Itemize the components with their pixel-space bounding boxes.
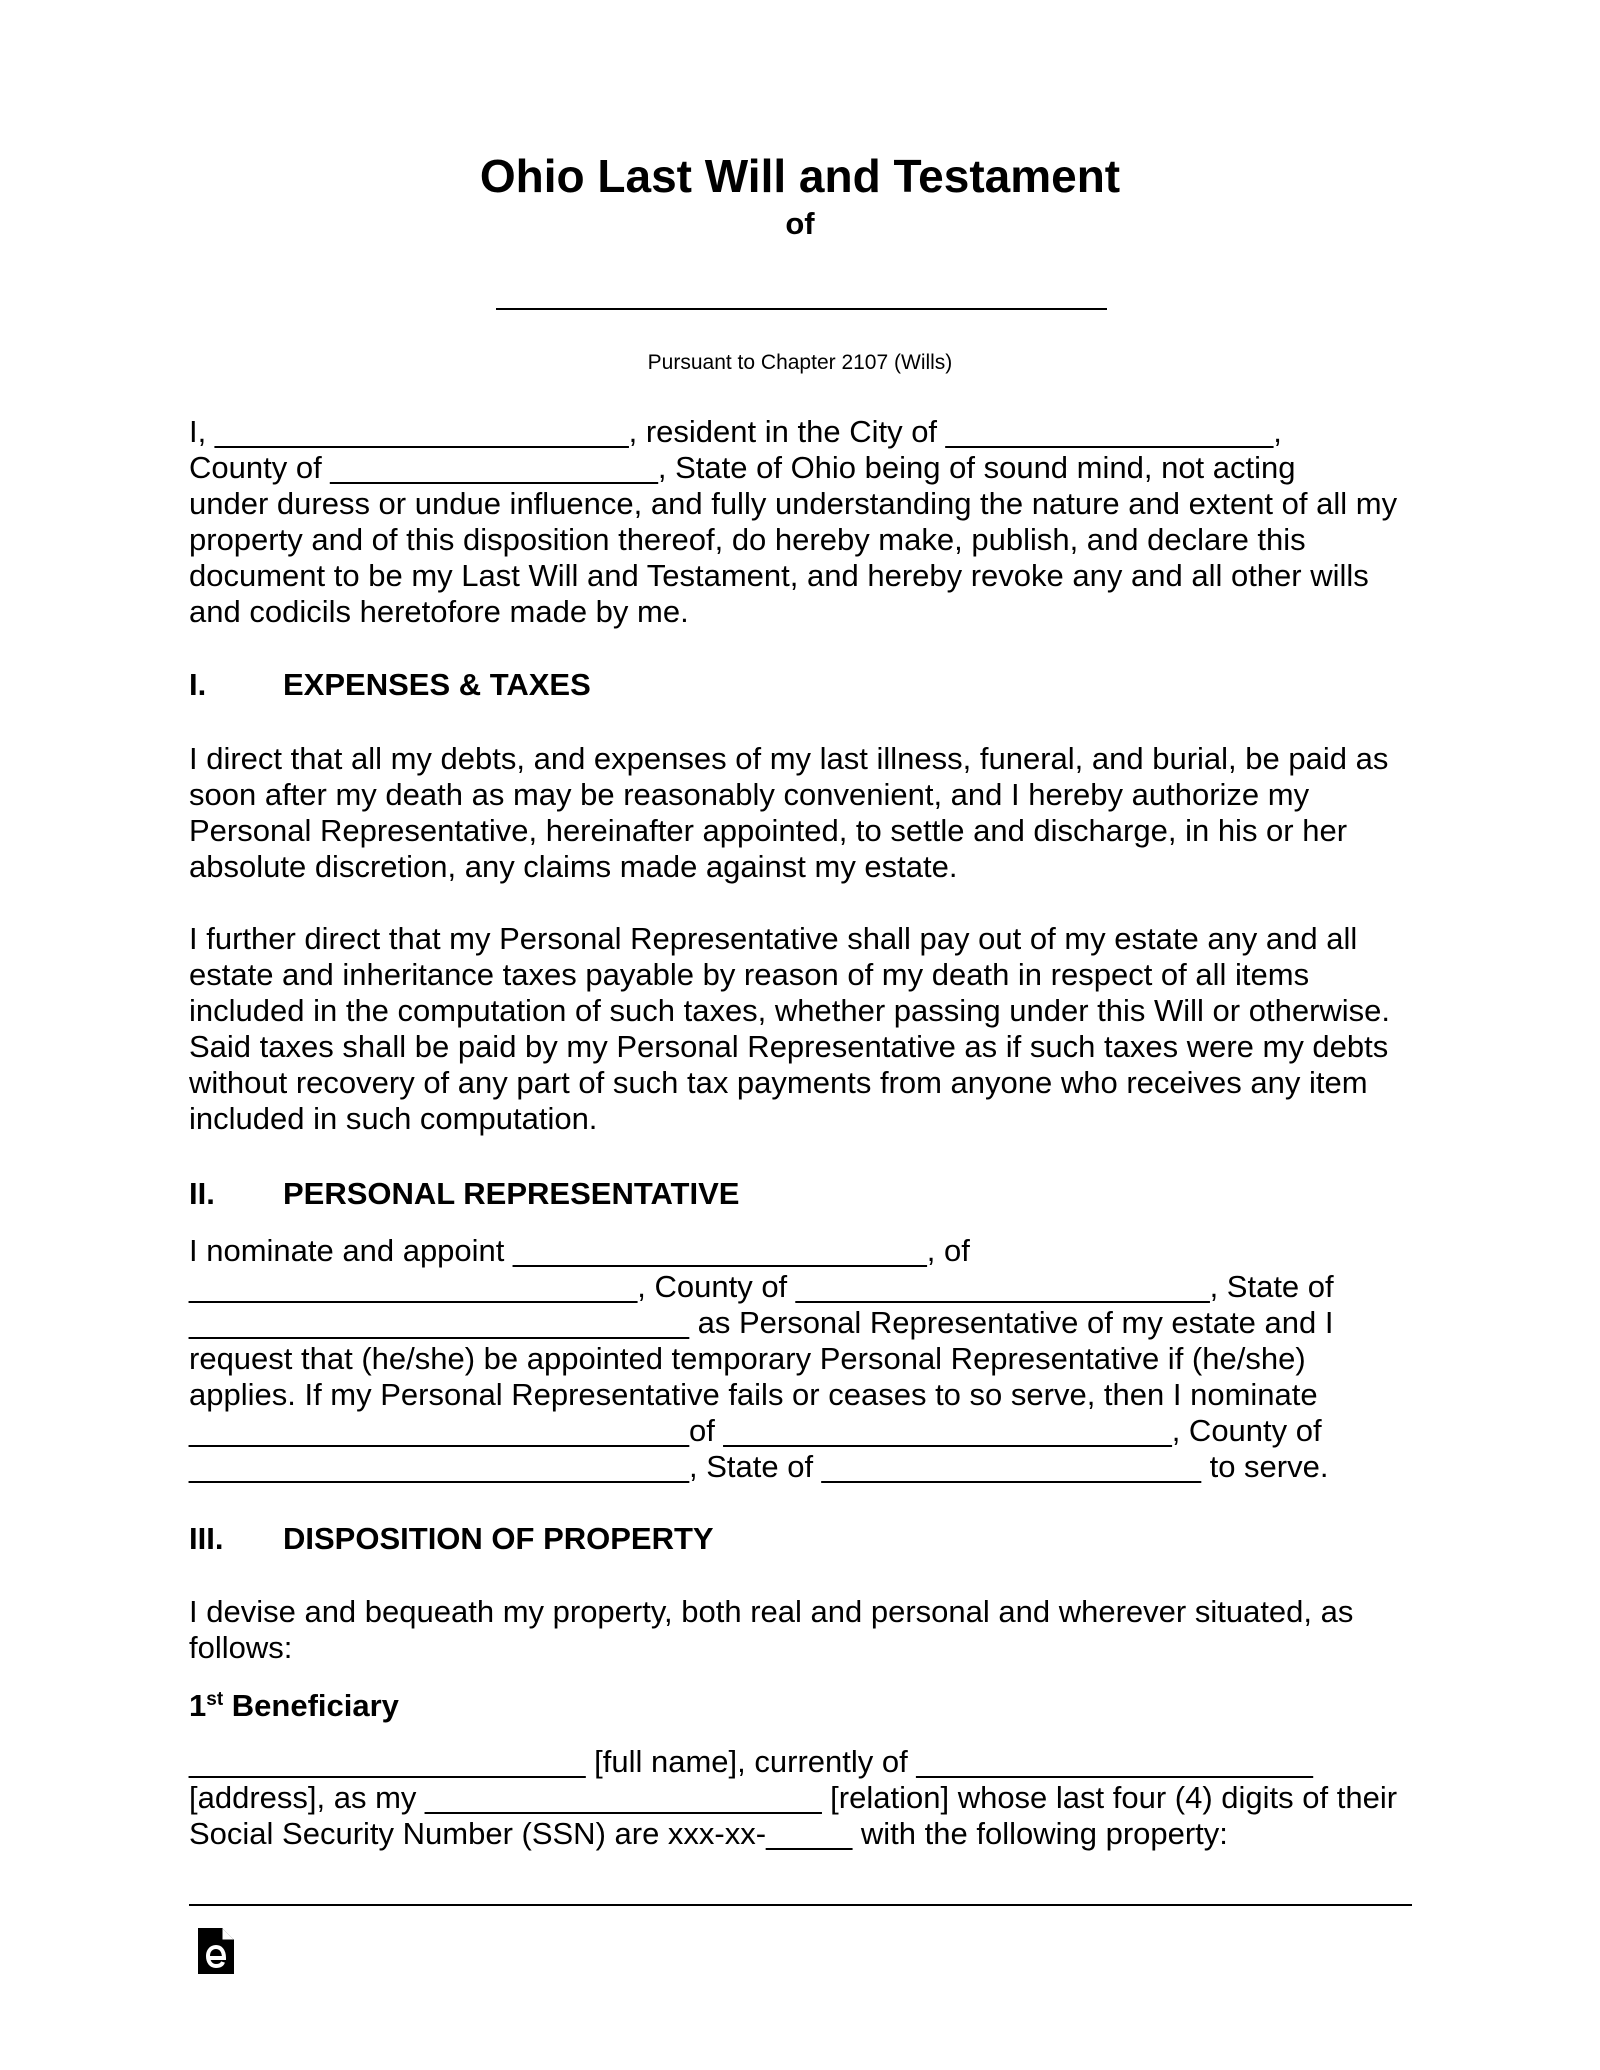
text-line: applies. If my Personal Representative fails or ceases to so serve, then I nominate — [189, 1377, 1318, 1412]
text-line: I, ________________________, resident in the City of ___________________, — [189, 414, 1282, 449]
section-title: PERSONAL REPRESENTATIVE — [283, 1176, 740, 1211]
beneficiary-ordinal-suffix: st — [206, 1689, 224, 1710]
section-heading-expenses — [189, 667, 591, 703]
document-subtitle-of: of — [785, 206, 815, 241]
section-number: II. — [189, 1176, 215, 1211]
section-heading-disposition — [189, 1521, 714, 1557]
text-line: County of ___________________, State of Ohio being of sound mind, not acting — [189, 450, 1296, 485]
beneficiary-paragraph — [189, 1744, 1489, 1852]
expenses-paragraph — [189, 741, 1489, 885]
text-line: soon after my death as may be reasonably convenient, and I hereby authorize my — [189, 777, 1310, 812]
beneficiary-label: Beneficiary — [231, 1688, 399, 1723]
text-line: I direct that all my debts, and expenses of my last illness, funeral, and burial, be paid as — [189, 741, 1389, 776]
section-title: DISPOSITION OF PROPERTY — [283, 1521, 714, 1556]
text-line: _____________________________of __________________________, County of — [189, 1413, 1322, 1448]
text-line: Social Security Number (SSN) are xxx-xx-_____ with the following property: — [189, 1816, 1228, 1851]
section-heading-personal-representative — [189, 1176, 739, 1212]
text-line: I nominate and appoint ________________________, of — [189, 1233, 970, 1268]
text-line: under duress or undue influence, and fully understanding the nature and extent of all my — [189, 486, 1398, 521]
text-line: _____________________________ as Personal Representative of my estate and I — [189, 1305, 1334, 1340]
text-line: [address], as my _______________________ [relation] whose last four (4) digits of their — [189, 1780, 1398, 1815]
text-line: I devise and bequeath my property, both real and personal and wherever situated, as — [189, 1594, 1354, 1629]
text-line: included in such computation. — [189, 1101, 598, 1136]
section-number: I. — [189, 667, 207, 702]
property-description-blank[interactable] — [189, 1904, 1412, 1906]
text-line: property and of this disposition thereof, do hereby make, publish, and declare this — [189, 522, 1306, 557]
text-line: I further direct that my Personal Representative shall pay out of my estate any and all — [189, 921, 1358, 956]
text-line: Personal Representative, hereinafter appointed, to settle and discharge, in his or her — [189, 813, 1348, 848]
text-line: included in the computation of such taxes, whether passing under this Will or otherwise. — [189, 993, 1391, 1028]
personal-representative-paragraph — [189, 1233, 1489, 1485]
text-line: document to be my Last Will and Testament, and hereby revoke any and all other wills — [189, 558, 1369, 593]
beneficiary-ordinal: 1 — [189, 1688, 207, 1723]
text-line: absolute discretion, any claims made against my estate. — [189, 849, 958, 884]
text-line: request that (he/she) be appointed temporary Personal Representative if (he/she) — [189, 1341, 1306, 1376]
text-line: follows: — [189, 1630, 293, 1665]
text-line: Said taxes shall be paid by my Personal Representative as if such taxes were my debts — [189, 1029, 1389, 1064]
pursuant-statute: Pursuant to Chapter 2107 (Wills) — [647, 351, 953, 374]
text-line: __________________________, County of ________________________, State of — [189, 1269, 1334, 1304]
section-title: EXPENSES & TAXES — [283, 667, 591, 702]
text-line: _____________________________, State of ______________________ to serve. — [189, 1449, 1329, 1484]
beneficiary-heading — [189, 1688, 399, 1724]
section-number: III. — [189, 1521, 224, 1556]
document-title: Ohio Last Will and Testament — [479, 150, 1121, 202]
text-line: _______________________ [full name], currently of _______________________ — [189, 1744, 1313, 1779]
taxes-paragraph — [189, 921, 1489, 1137]
text-line: without recovery of any part of such tax payments from anyone who receives any item — [189, 1065, 1368, 1100]
text-line: and codicils heretofore made by me. — [189, 594, 689, 629]
intro-paragraph — [189, 414, 1489, 630]
disposition-paragraph — [189, 1594, 1489, 1666]
testator-name-blank[interactable] — [496, 308, 1107, 310]
text-line: estate and inheritance taxes payable by reason of my death in respect of all items — [189, 957, 1310, 992]
eforms-logo-icon — [198, 1928, 234, 1974]
